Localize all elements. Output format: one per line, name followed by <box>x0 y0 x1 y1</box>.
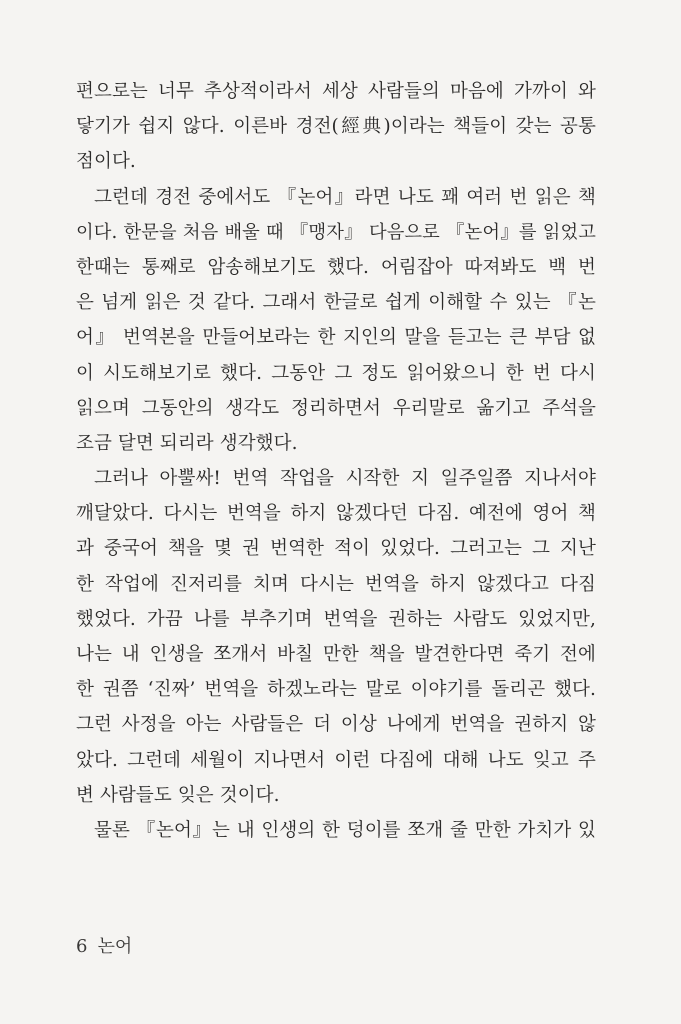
text-line: 그런 사정을 아는 사람들은 더 이상 나에게 번역을 권하지 않 <box>76 714 596 736</box>
text-line: 깨달았다. 다시는 번역을 하지 않겠다던 다짐. 예전에 영어 책 <box>76 503 596 525</box>
body-text <box>76 74 596 848</box>
text-line: 점이다. <box>76 151 136 173</box>
text-line: 과 중국어 책을 몇 권 번역한 적이 있었다. 그러고는 그 지난 <box>76 538 596 560</box>
text-line: 편으로는 너무 추상적이라서 세상 사람들의 마음에 가까이 와 <box>76 81 596 102</box>
page-footer <box>76 936 132 958</box>
text-line: 은 넘게 읽은 것 같다. 그래서 한글로 쉽게 이해할 수 있는 『논 <box>76 292 596 314</box>
text-line: 그러나 아뿔싸! 번역 작업을 시작한 지 일주일쯤 지나서야 <box>94 468 596 490</box>
text-line: 했었다. 가끔 나를 부추기며 번역을 권하는 사람도 있었지만, <box>76 608 596 630</box>
text-line: 나는 내 인생을 쪼개서 바칠 만한 책을 발견한다면 죽기 전에 <box>76 644 596 665</box>
text-line: 이 시도해보기로 했다. 그동안 그 정도 읽어왔으니 한 번 다시 <box>76 362 596 384</box>
text-line: 았다. 그런데 세월이 지나면서 이런 다짐에 대해 나도 잊고 주 <box>76 749 596 771</box>
text-line: 한 작업에 진저리를 치며 다시는 번역을 하지 않겠다고 다짐 <box>76 573 596 595</box>
text-line: 읽으며 그동안의 생각도 정리하면서 우리말로 옮기고 주석을 <box>76 397 596 419</box>
text-line: 한 권쯤 ‘진짜’ 번역을 하겠노라는 말로 이야기를 돌리곤 했다. <box>76 679 596 701</box>
text-line: 그런데 경전 중에서도 『논어』라면 나도 꽤 여러 번 읽은 책 <box>94 186 596 208</box>
page-number: 6 <box>76 936 88 957</box>
running-title: 논어 <box>97 936 133 957</box>
text-line: 한때는 통째로 암송해보기도 했다. 어림잡아 따져봐도 백 번 <box>76 256 596 278</box>
text-line: 변 사람들도 잊은 것이다. <box>76 784 280 806</box>
text-line: 닿기가 쉽지 않다. 이른바 경전(經典)이라는 책들이 갖는 공통 <box>76 116 596 138</box>
text-line: 물론 『논어』는 내 인생의 한 덩이를 쪼개 줄 만한 가치가 있 <box>94 819 596 841</box>
text-line: 이다. 한문을 처음 배울 때 『맹자』 다음으로 『논어』를 읽었고 <box>76 221 596 243</box>
text-line: 조금 달면 되리라 생각했다. <box>76 432 298 454</box>
text-line: 어』 번역본을 만들어보라는 한 지인의 말을 듣고는 큰 부담 없 <box>76 327 596 349</box>
